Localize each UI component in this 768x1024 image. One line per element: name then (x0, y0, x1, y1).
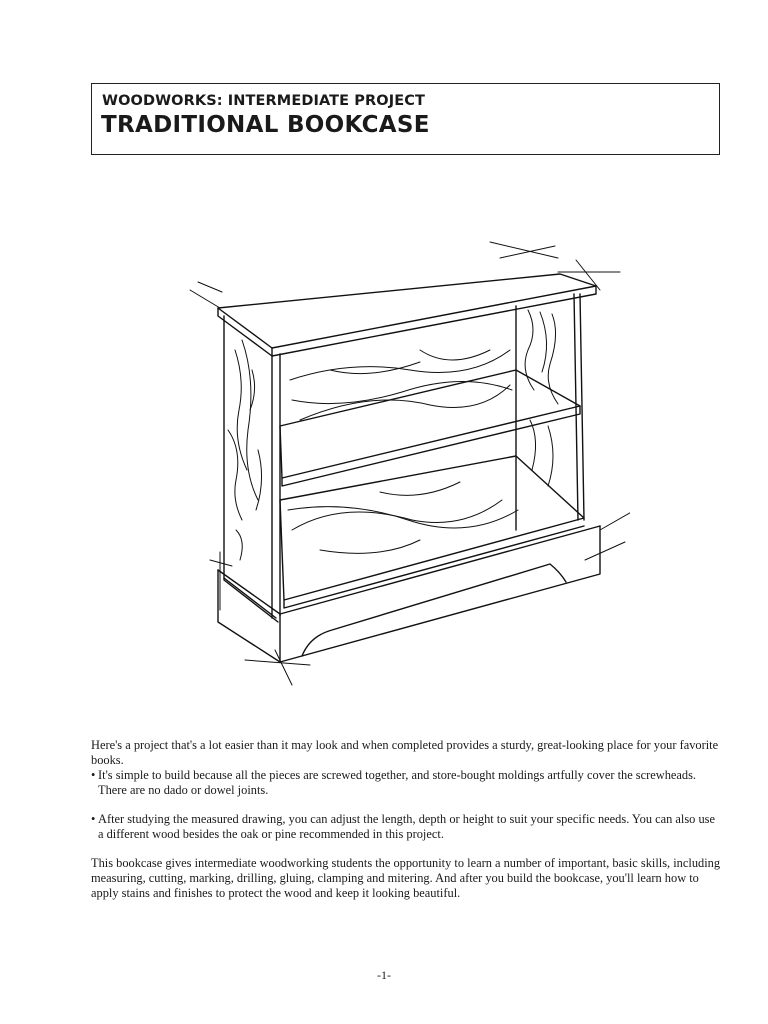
bullet-list (91, 812, 721, 842)
bullet-list (91, 768, 721, 798)
closing-paragraph: This bookcase gives intermediate woodworking students the opportunity to learn a number of important, basic skills, including measuring, cutting, marking, drilling, gluing, clamping and mitering. And after you build the bookcase, you'll learn how to apply stains and finishes to protect the wood and keep it looking beautiful. (91, 856, 721, 900)
list-item (91, 812, 721, 842)
middle-shelf (280, 370, 580, 486)
list-item (91, 768, 721, 798)
title-box (91, 83, 720, 155)
page-number: -1- (377, 968, 391, 982)
bookcase-illustration (180, 230, 630, 690)
page-title: TRADITIONAL BOOKCASE (101, 112, 430, 138)
bullet-text: After studying the measured drawing, you can adjust the length, depth or height to suit your specific needs. You can also use a different wood besides the oak or pine recommended in this project. (98, 812, 715, 841)
bullet-text: It's simple to build because all the pieces are screwed together, and store-bought moldings artfully cover the screwheads. There are no dado or dowel joints. (98, 768, 697, 797)
right-side-panel (516, 294, 584, 530)
bottom-shelf (280, 456, 584, 608)
intro-paragraph: Here's a project that's a lot easier than it may look and when completed provides a sturdy, great-looking place for your favorite books. (91, 738, 719, 767)
base-molding (218, 526, 600, 662)
bullet-icon: • (91, 812, 96, 826)
left-side-panel (224, 316, 280, 622)
back-panel-grain (288, 350, 518, 553)
bullet-icon: • (91, 768, 96, 782)
dimension-lines (190, 242, 630, 685)
bookcase-top (218, 274, 596, 356)
series-label: WOODWORKS: INTERMEDIATE PROJECT (102, 93, 425, 109)
